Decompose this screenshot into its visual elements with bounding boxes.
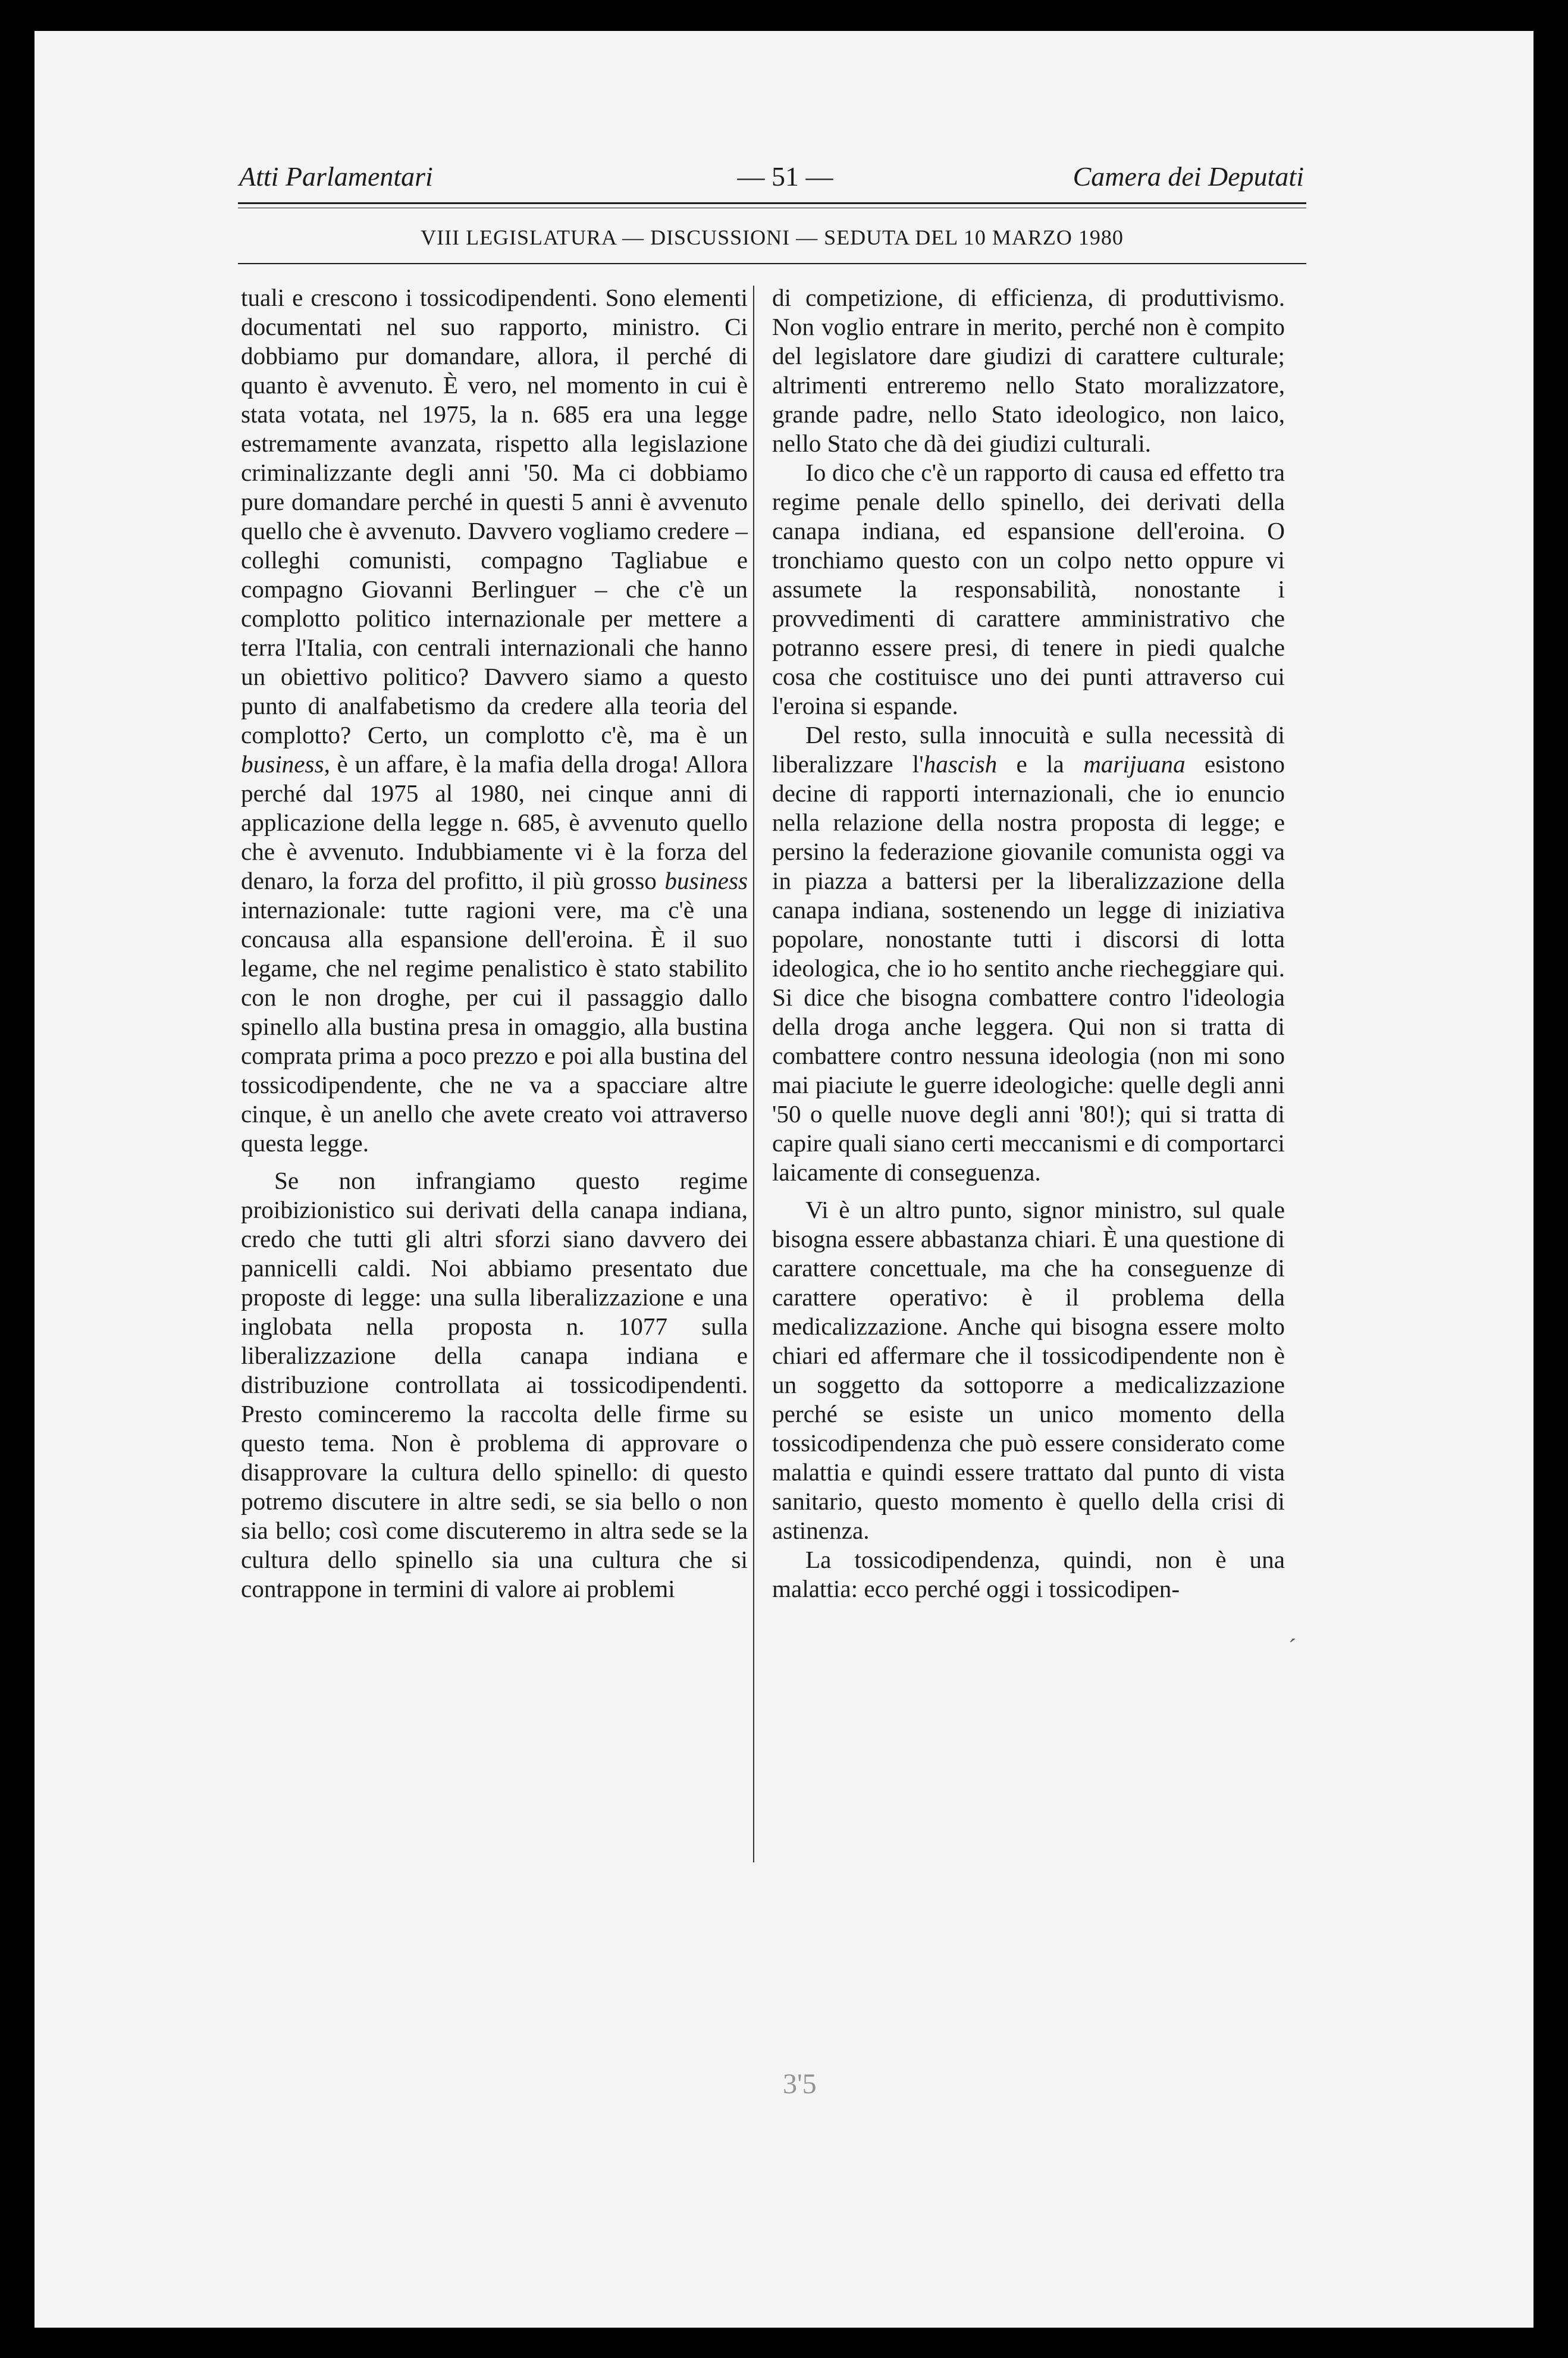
paragraph: Se non infrangiamo questo regime proibizionistico sui derivati della canapa indiana, credo che tutti gli altri sforzi siano davvero dei pannicelli caldi. Noi abbiamo presentato due proposte di legge: una sulla liberalizzazione e una inglobata nella proposta n. 1077 sulla liberalizzazione della canapa indiana e distribuzione controllata ai tossicodipendenti. Presto cominceremo la raccolta delle firme su questo tema. Non è problema di approvare o disapprovare la cultura dello spinello: di questo potremo discutere in altre sedi, se sia bello o non sia bello; così come discuteremo in altra sede se la cultura dello spinello sia una cultura che si contrappone in termini di valore ai problemi: [241, 1167, 748, 1602]
paragraph: tuali e crescono i tossicodipendenti. Sono elementi documentati nel suo rapporto, ministro. Ci dobbiamo pur domandare, allora, il perché di quanto è avvenuto. È vero, nel momento in cui è stata votata, nel 1975, la n. 685 era una legge estremamente avanzata, rispetto alla legislazione criminalizzante degli anni '50. Ma ci dobbiamo pure domandare perché in questi 5 anni è avvenuto quello che è avvenuto. Davvero vogliamo credere – colleghi comunisti, compagno Tagliabue e compagno Giovanni Berlinguer – che c'è un complotto politico internazionale per mettere a terra l'Italia, con centrali internazionali che hanno un obiettivo politico? Davvero siamo a questo punto di analfabetismo da credere alla teoria del complotto? Certo, un complotto c'è, ma è un business, è un affare, è la mafia della droga! Allora perché dal 1975 al 1980, nei cinque anni di applicazione della legge n. 685, è avvenuto quello che è avvenuto. Indubbiamente vi è la forza del denaro, la forza del profitto, il più grosso business internazionale: tutte ragioni vere, ma c'è una concausa alla espansione dell'eroina. È il suo legame, che nel regime penalistico è stato stabilito con le non droghe, per cui il passaggio dallo spinello alla bustina presa in omaggio, alla bustina comprata prima a poco prezzo e poi alla bustina del tossicodipendente, che ne va a spacciare altre cinque, è un anello che avete creato voi attraverso questa legge.: [241, 284, 748, 1157]
handwritten-page-mark: 3'5: [783, 2068, 817, 2100]
stray-mark: ´: [1288, 1634, 1297, 1661]
header-chamber: Camera dei Deputati: [1072, 161, 1304, 192]
subheader-rule: [238, 263, 1306, 264]
header-publication: Atti Parlamentari: [239, 161, 433, 192]
paragraph: di competizione, di efficienza, di produttivismo. Non voglio entrare in merito, perché non è compito del legislatore dare giudizi di carattere culturale; altrimenti entreremo nello Stato moralizzatore, grande padre, nello Stato ideologico, non laico, nello Stato che dà dei giudizi culturali.: [772, 284, 1285, 457]
paragraph: Del resto, sulla innocuità e sulla necessità di liberalizzare l'hascish e la marijuana esistono decine di rapporti internazionali, che io enuncio nella relazione della nostra proposta di legge; e persino la federazione giovanile comunista oggi va in piazza a battersi per la liberalizzazione della canapa indiana, sostenendo un legge di iniziativa popolare, nonostante tutti i discorsi di lotta ideologica, che io ho sentito anche riecheggiare qui. Si dice che bisogna combattere contro l'ideologia della droga anche leggera. Qui non si tratta di combattere contro nessuna ideologia (non mi sono mai piaciute le guerre ideologiche: quelle degli anni '50 o quelle nuove degli anni '80!); qui si tratta di capire quali siano certi meccanismi e di comportarci laicamente di conseguenza.: [772, 721, 1285, 1186]
paragraph: La tossicodipendenza, quindi, non è una malattia: ecco perché oggi i tossicodipen-: [772, 1546, 1285, 1602]
paragraph: Io dico che c'è un rapporto di causa ed effetto tra regime penale dello spinello, dei derivati della canapa indiana, ed espansione dell'eroina. O tronchiamo questo con un colpo netto oppure vi assumete la responsabilità, nonostante i provvedimenti di carattere amministrativo che potranno essere presi, di tenere in piedi qualche cosa che costituisce uno dei punti attraverso cui l'eroina si espande.: [772, 459, 1285, 719]
header-rule: [238, 202, 1306, 208]
paragraph: Vi è un altro punto, signor ministro, sul quale bisogna essere abbastanza chiari. È una questione di carattere concettuale, ma che ha conseguenze di carattere operativo: è il problema della medicalizzazione. Anche qui bisogna essere molto chiari ed affermare che il tossicodipendente non è un soggetto da sottoporre a medicalizzazione perché se esiste un unico momento della tossicodipendenza che può essere considerato come malattia e quindi essere trattato dal punto di vista sanitario, questo momento è quello della crisi di astinenza.: [772, 1196, 1285, 1544]
right-column: [772, 283, 1285, 1604]
session-subheader: VIII LEGISLATURA — DISCUSSIONI — SEDUTA DEL 10 MARZO 1980: [421, 226, 1124, 249]
page-number: — 51 —: [737, 161, 833, 192]
column-divider: [753, 286, 754, 1862]
left-column: [241, 283, 748, 1604]
